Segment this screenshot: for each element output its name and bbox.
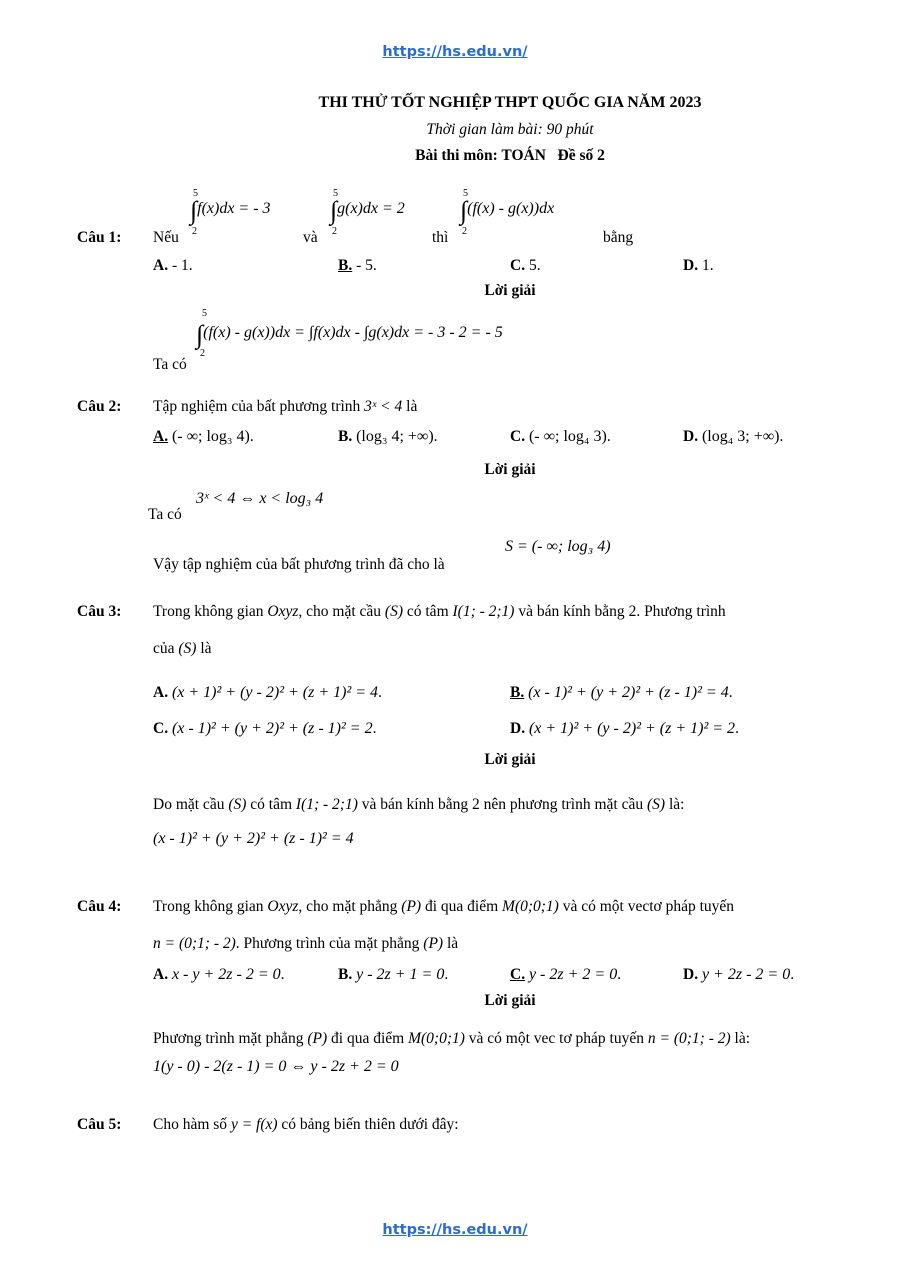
q1-integral-g: 5 ∫g(x)dx = 2 2 xyxy=(330,188,405,237)
q3-option-b[interactable]: B. (x - 1)² + (y + 2)² + (z - 1)² = 4. xyxy=(510,684,733,701)
q2-solution-prefix: Ta có xyxy=(148,506,182,523)
footer-link[interactable]: https://hs.edu.vn/ xyxy=(382,1222,528,1238)
q2-solution-heading: Lời giải xyxy=(484,461,536,478)
q4-text-line1: Trong không gian Oxyz, cho mặt phẳng (P) đi qua điểm M(0;0;1) và có một vectơ pháp tuyến xyxy=(153,898,735,915)
q1-solution-heading: Lời giải xyxy=(484,282,536,299)
q1-text-if: Nếu xyxy=(153,229,179,246)
q4-label: Câu 4: xyxy=(77,898,122,915)
q2-option-d[interactable]: D. (log₄ 3; +∞). xyxy=(683,428,784,445)
q4-text-line2: n = (0;1; - 2). Phương trình của mặt phẳng (P) là xyxy=(153,935,459,952)
q2-text: Tập nghiệm của bất phương trình 3ˣ < 4 là xyxy=(153,398,418,415)
q4-option-c[interactable]: C. y - 2z + 2 = 0. xyxy=(510,966,622,983)
q1-solution-expr: 5 ∫(f(x) - g(x))dx = ∫f(x)dx - ∫g(x)dx = - 3 - 2 = - 5 2 xyxy=(196,308,503,359)
exam-title: THI THỬ TỐT NGHIỆP THPT QUỐC GIA NĂM 2023 xyxy=(318,94,702,111)
q2-option-b[interactable]: B. (log₃ 4; +∞). xyxy=(338,428,438,445)
q1-integral-f: 5 ∫f(x)dx = - 3 2 xyxy=(190,188,271,237)
q3-option-a[interactable]: A. (x + 1)² + (y - 2)² + (z + 1)² = 4. xyxy=(153,684,382,701)
q3-text-line2: của (S) là xyxy=(153,640,212,657)
q1-option-b[interactable]: B. - 5. xyxy=(338,257,377,274)
q2-option-a[interactable]: A. (- ∞; log₃ 4). xyxy=(153,428,254,445)
q1-option-a[interactable]: A. - 1. xyxy=(153,257,193,274)
exam-time: Thời gian làm bài: 90 phút xyxy=(426,121,594,138)
exam-subject: Bài thi môn: TOÁN Đề số 2 xyxy=(415,147,605,164)
q5-text: Cho hàm số y = f(x) có bảng biến thiên dưới đây: xyxy=(153,1116,459,1133)
q1-text-and: và xyxy=(303,229,318,246)
q1-text-equals: bằng xyxy=(603,229,634,246)
q1-text-then: thì xyxy=(432,229,449,246)
q3-option-d[interactable]: D. (x + 1)² + (y - 2)² + (z + 1)² = 2. xyxy=(510,720,739,737)
q1-option-c[interactable]: C. 5. xyxy=(510,257,541,274)
q2-solution-expr: 3ˣ < 4 ⇔ x < log₃ 4 xyxy=(196,490,324,507)
q4-option-b[interactable]: B. y - 2z + 1 = 0. xyxy=(338,966,449,983)
q2-label: Câu 2: xyxy=(77,398,122,415)
q4-solution-heading: Lời giải xyxy=(484,992,536,1009)
q4-solution-expr: 1(y - 0) - 2(z - 1) = 0 ⇔ y - 2z + 2 = 0 xyxy=(153,1058,399,1075)
q3-text-line1: Trong không gian Oxyz, cho mặt cầu (S) có tâm I(1; - 2;1) và bán kính bằng 2. Phương trình xyxy=(153,603,726,620)
q2-solution-conclusion: Vậy tập nghiệm của bất phương trình đã cho là xyxy=(153,556,445,573)
q3-solution-text: Do mặt cầu (S) có tâm I(1; - 2;1) và bán kính bằng 2 nên phương trình mặt cầu (S) là: xyxy=(153,796,685,813)
q4-option-d[interactable]: D. y + 2z - 2 = 0. xyxy=(683,966,795,983)
header-link[interactable]: https://hs.edu.vn/ xyxy=(382,44,528,60)
q4-option-a[interactable]: A. x - y + 2z - 2 = 0. xyxy=(153,966,285,983)
q5-label: Câu 5: xyxy=(77,1116,122,1133)
q3-option-c[interactable]: C. (x - 1)² + (y + 2)² + (z - 1)² = 2. xyxy=(153,720,377,737)
q3-solution-expr: (x - 1)² + (y + 2)² + (z - 1)² = 4 xyxy=(153,830,354,847)
q1-option-d[interactable]: D. 1. xyxy=(683,257,714,274)
q3-label: Câu 3: xyxy=(77,603,122,620)
q1-label: Câu 1: xyxy=(77,229,122,246)
q2-option-c[interactable]: C. (- ∞; log₄ 3). xyxy=(510,428,611,445)
q2-solution-set: S = (- ∞; log₃ 4) xyxy=(505,538,611,555)
q4-solution-text: Phương trình mặt phẳng (P) đi qua điểm M(0;0;1) và có một vec tơ pháp tuyến n = (0;1; - 2) là: xyxy=(153,1030,751,1047)
q1-solution-prefix: Ta có xyxy=(153,356,187,373)
q1-integral-diff: 5 ∫(f(x) - g(x))dx 2 xyxy=(460,188,555,237)
q3-solution-heading: Lời giải xyxy=(484,751,536,768)
